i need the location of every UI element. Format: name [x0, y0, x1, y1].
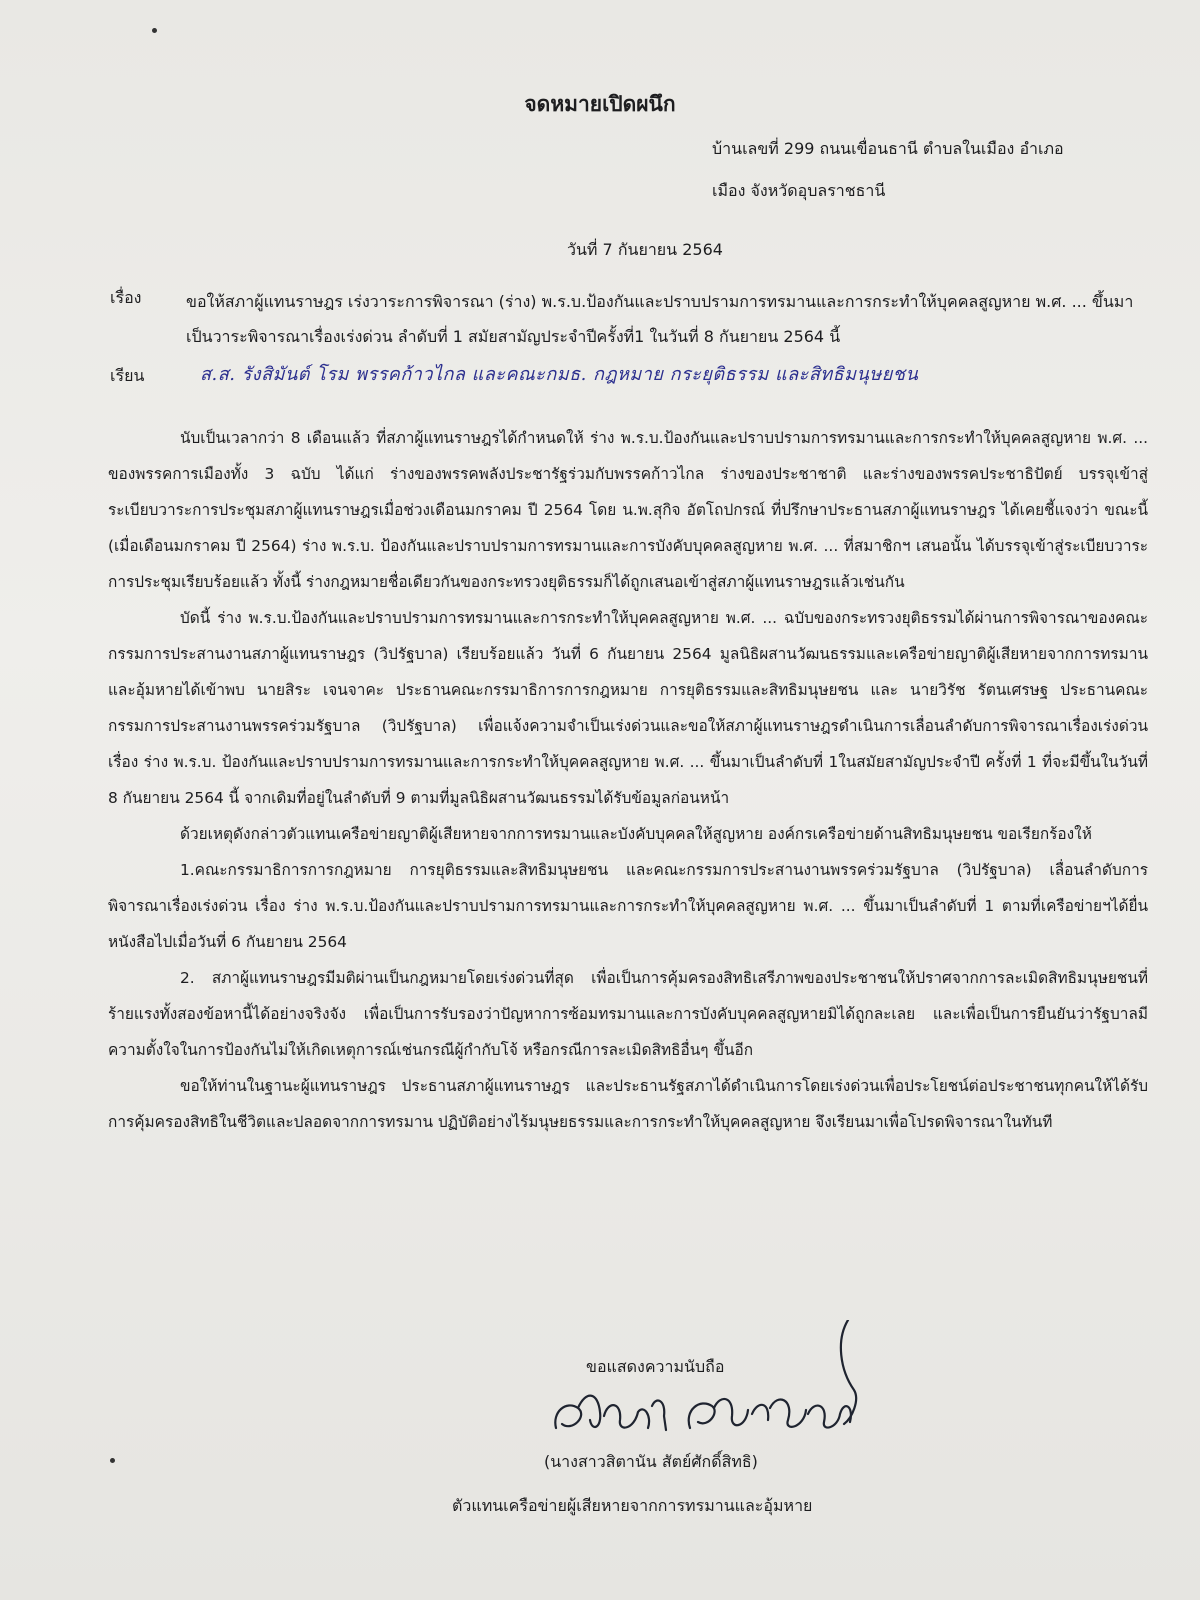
signer-role: ตัวแทนเครือข่ายผู้เสียหายจากการทรมานและอุ้มหาย [452, 1496, 813, 1515]
recipient-handwritten: ส.ส. รังสิมันต์ โรม พรรคก้าวไกล และคณะกมธ. กฎหมาย กระยุติธรรม และสิทธิมนุษยชน [200, 364, 919, 385]
letter-body [108, 420, 1148, 1140]
closing-salutation: ขอแสดงความนับถือ [586, 1357, 725, 1376]
handwritten-signature [548, 1320, 888, 1454]
address-line-2: เมือง จังหวัดอุบลราชธานี [712, 181, 886, 200]
body-paragraph: นับเป็นเวลากว่า 8 เดือนแล้ว ที่สภาผู้แทนราษฎรได้กำหนดให้ ร่าง พ.ร.บ.ป้องกันและปราบปรามการทรมานและการกระทำให้บุคคลสูญหาย พ.ศ. ... ของพรรคการเมืองทั้ง 3 ฉบับ ได้แก่ ร่างของพรรคพลังประชารัฐร่วมกับพรรคก้าวไกล ร่างของประชาชาติ และร่างของพรรคประชาธิปัตย์ บรรจุเข้าสู่ระเบียบวาระการประชุมสภาผู้แทนราษฎรเมื่อช่วงเดือนมกราคม ปี 2564 โดย น.พ.สุกิจ อัตโถปกรณ์ ที่ปรึกษาประธานสภาผู้แทนราษฎร ได้เคยชี้แจงว่า ขณะนี้ (เมื่อเดือนมกราคม ปี 2564) ร่าง พ.ร.บ. ป้องกันและปราบปรามการทรมานและการบังคับบุคคลสูญหาย พ.ศ. ... ที่สมาชิกฯ เสนอนั้น ได้บรรจุเข้าสู่ระเบียบวาระการประชุมเรียบร้อยแล้ว ทั้งนี้ ร่างกฎหมายชื่อเดียวกันของกระทรวงยุติธรรมก็ได้ถูกเสนอเข้าสู่สภาผู้แทนราษฎรแล้วเช่นกัน [108, 429, 1148, 591]
body-paragraph: ขอให้ท่านในฐานะผู้แทนราษฎร ประธานสภาผู้แทนราษฎร และประธานรัฐสภาได้ดำเนินการโดยเร่งด่วนเพื่อประโยชน์ต่อประชาชนทุกคนให้ได้รับการคุ้มครองสิทธิในชีวิตและปลอดจากการทรมาน ปฏิบัติอย่างไร้มนุษยธรรมและการกระทำให้บุคคลสูญหาย จึงเรียนมาเพื่อโปรดพิจารณาในทันที [108, 1077, 1148, 1131]
letter-title: จดหมายเปิดผนึก [524, 92, 676, 116]
signature-drawing [548, 1320, 888, 1450]
signer-name: (นางสาวสิตานัน สัตย์ศักดิ์สิทธิ) [544, 1452, 758, 1471]
body-paragraph: บัดนี้ ร่าง พ.ร.บ.ป้องกันและปราบปรามการทรมานและการกระทำให้บุคคลสูญหาย พ.ศ. ... ฉบับของกระทรวงยุติธรรมได้ผ่านการพิจารณาของคณะกรรมการประสานงานสภาผู้แทนราษฎร (วิปรัฐบาล) เรียบร้อยแล้ว วันที่ 6 กันยายน 2564 มูลนิธิผสานวัฒนธรรมและเครือข่ายญาติผู้เสียหายจากการทรมานและอุ้มหายได้เข้าพบ นายสิระ เจนจาคะ ประธานคณะกรรมาธิการการกฎหมาย การยุติธรรมและสิทธิมนุษยชน และ นายวิรัช รัตนเศรษฐ ประธานคณะกรรมการประสานงานพรรคร่วมรัฐบาล (วิปรัฐบาล) เพื่อแจ้งความจำเป็นเร่งด่วนและขอให้สภาผู้แทนราษฎรดำเนินการเลื่อนลำดับการพิจารณาเรื่องเร่งด่วน เรื่อง ร่าง พ.ร.บ. ป้องกันและปราบปรามการทรมานและการกระทำให้บุคคลสูญหาย พ.ศ. ... ขึ้นมาเป็นลำดับที่ 1ในสมัยสามัญประจำปี ครั้งที่ 1 ที่จะมีขึ้นในวันที่ 8 กันยายน 2564 นี้ จากเดิมที่อยู่ในลำดับที่ 9 ตามที่มูลนิธิผสานวัฒนธรรมได้รับข้อมูลก่อนหน้า [108, 609, 1148, 807]
address-line-1: บ้านเลขที่ 299 ถนนเขื่อนธานี ตำบลในเมือง อำเภอ [712, 139, 1064, 158]
body-paragraph: 2. สภาผู้แทนราษฎรมีมติผ่านเป็นกฎหมายโดยเร่งด่วนที่สุด เพื่อเป็นการคุ้มครองสิทธิเสรีภาพของประชาชนให้ปราศจากการละเมิดสิทธิมนุษยชนที่ร้ายแรงทั้งสองข้อหานี้ได้อย่างจริงจัง เพื่อเป็นการรับรองว่าปัญหาการซ้อมทรมานและการบังคับบุคคลสูญหายมิได้ถูกละเลย และเพื่อเป็นการยืนยันว่ารัฐบาลมีความตั้งใจในการป้องกันไม่ให้เกิดเหตุการณ์เช่นกรณีผู้กำกับโจ้ หรือกรณีการละเมิดสิทธิอื่นๆ ขึ้นอีก [108, 969, 1148, 1059]
subject-label: เรื่อง [110, 288, 142, 307]
body-paragraph: ด้วยเหตุดังกล่าวตัวแทนเครือข่ายญาติผู้เสียหายจากการทรมานและบังคับบุคคลให้สูญหาย องค์กรเครือข่ายด้านสิทธิมนุษยชน ขอเรียกร้องให้ [180, 825, 1092, 843]
subject-text: ขอให้สภาผู้แทนราษฎร เร่งวาระการพิจารณา (ร่าง) พ.ร.บ.ป้องกันและปราบปรามการทรมานและการกระทำให้บุคคลสูญหาย พ.ศ. ... ขึ้นมาเป็นวาระพิจารณาเรื่องเร่งด่วน ลำดับที่ 1 สมัยสามัญประจำปีครั้งที่1 ในวันที่ 8 กันยายน 2564 นี้ [186, 292, 1134, 346]
speck-mark [152, 28, 157, 33]
body-paragraph: 1.คณะกรรมาธิการการกฎหมาย การยุติธรรมและสิทธิมนุษยชน และคณะกรรมการประสานงานพรรคร่วมรัฐบาล (วิปรัฐบาล) เลื่อนลำดับการพิจารณาเรื่องเร่งด่วน เรื่อง ร่าง พ.ร.บ.ป้องกันและปราบปรามการทรมานและการกระทำให้บุคคลสูญหาย พ.ศ. ... ขึ้นมาเป็นลำดับที่ 1 ตามที่เครือข่ายฯได้ยื่นหนังสือไปเมื่อวันที่ 6 กันยายน 2564 [108, 861, 1148, 951]
recipient-label: เรียน [110, 366, 145, 385]
letter-date: วันที่ 7 กันยายน 2564 [567, 240, 723, 259]
speck-mark [110, 1458, 115, 1463]
